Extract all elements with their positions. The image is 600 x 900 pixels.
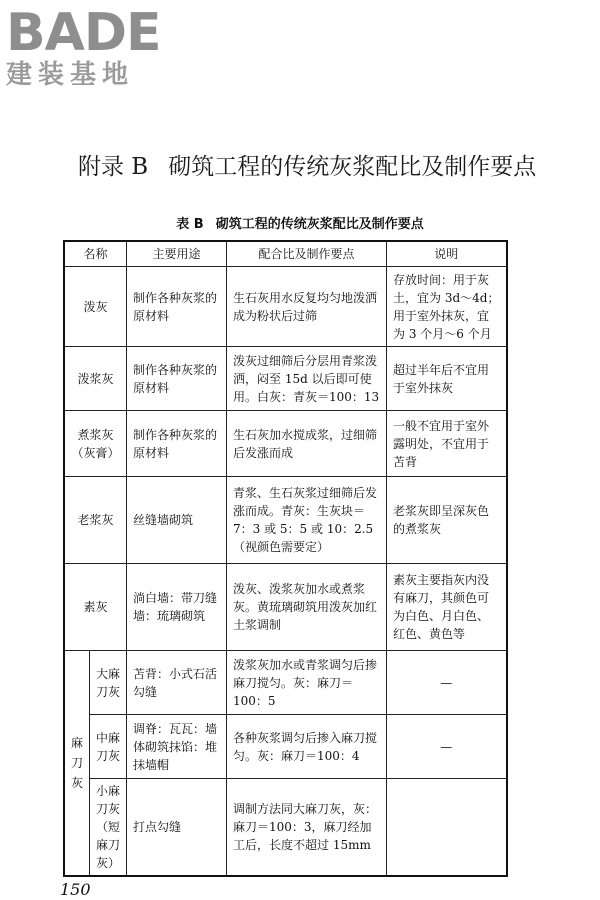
- header-mix: 配合比及制作要点: [227, 241, 387, 267]
- table-wrapper: [63, 240, 508, 877]
- cell-note: 超过半年后不宜用于室外抹灰: [387, 347, 507, 411]
- table-row: [64, 564, 507, 651]
- cell-use: 丝缝墙砌筑: [127, 477, 227, 564]
- cell-note: 老浆灰即呈深灰色的煮浆灰: [387, 477, 507, 564]
- cell-note: 素灰主要指灰内没有麻刀，其颜色可为白色、月白色、红色、黄色等: [387, 564, 507, 651]
- logo: [6, 4, 161, 90]
- table-header-row: [64, 241, 507, 267]
- table-caption-label: 表 B: [176, 217, 204, 232]
- cell-use: 制作各种灰浆的原材料: [127, 411, 227, 477]
- header-use: 主要用途: [127, 241, 227, 267]
- cell-name: 老浆灰: [64, 477, 127, 564]
- appendix-label: 附录 B: [78, 154, 149, 180]
- cell-note: 存放时间：用于灰土，宜为 3d～4d；用于室外抹灰，宜为 3 个月～6 个月: [387, 267, 507, 347]
- mortar-table: [63, 240, 508, 877]
- cell-note: —: [387, 715, 507, 779]
- cell-use: 制作各种灰浆的原材料: [127, 347, 227, 411]
- page-number: 150: [60, 880, 91, 899]
- cell-subname: 大麻刀灰: [90, 651, 127, 715]
- appendix-heading: [78, 148, 536, 181]
- cell-note: 一般不宜用于室外露明处，不宜用于苫背: [387, 411, 507, 477]
- cell-mix: 泼灰、泼浆灰加水或煮浆灰。黄琉璃砌筑用泼灰加红土浆调制: [227, 564, 387, 651]
- header-name: 名称: [64, 241, 127, 267]
- cell-note: —: [387, 651, 507, 715]
- cell-group-name: 麻刀灰: [64, 651, 90, 877]
- header-note: 说明: [387, 241, 507, 267]
- table-row: [64, 267, 507, 347]
- logo-wordmark: BADE: [6, 3, 161, 63]
- cell-name: 泼灰: [64, 267, 127, 347]
- cell-use: 调脊：瓦瓦：墙体砌筑抹馅：堆抹墙帽: [127, 715, 227, 779]
- cell-mix: 生石灰加水搅成浆，过细筛后发涨而成: [227, 411, 387, 477]
- cell-use: 苫背：小式石活勾缝: [127, 651, 227, 715]
- cell-mix: 各种灰浆调匀后掺入麻刀搅匀。灰：麻刀＝100：4: [227, 715, 387, 779]
- table-row: [64, 477, 507, 564]
- appendix-title: 砌筑工程的传统灰浆配比及制作要点: [168, 154, 537, 180]
- cell-name: 素灰: [64, 564, 127, 651]
- cell-name: 泼浆灰: [64, 347, 127, 411]
- cell-mix: 泼灰过细筛后分层用青浆泼洒，闷至 15d 以后即可使用。白灰：青灰＝100：13: [227, 347, 387, 411]
- table-row: [64, 347, 507, 411]
- table-row: [64, 411, 507, 477]
- cell-use: 打点勾缝: [127, 779, 227, 877]
- cell-mix: 泼浆灰加水或青浆调匀后掺麻刀搅匀。灰：麻刀＝100：5: [227, 651, 387, 715]
- cell-name: 煮浆灰（灰膏）: [64, 411, 127, 477]
- cell-use: 淌白墙：带刀缝墙：琉璃砌筑: [127, 564, 227, 651]
- cell-mix: 青浆、生石灰浆过细筛后发涨而成。青灰：生灰块＝7：3 或 5：5 或 10：2.5（视颜色需要定）: [227, 477, 387, 564]
- cell-subname: 中麻刀灰: [90, 715, 127, 779]
- cell-mix: 调制方法同大麻刀灰，灰：麻刀＝100：3，麻刀经加工后，长度不超过 15mm: [227, 779, 387, 877]
- table-row: [64, 715, 507, 779]
- cell-mix: 生石灰用水反复均匀地泼洒成为粉状后过筛: [227, 267, 387, 347]
- table-row: [64, 651, 507, 715]
- logo-subtitle: 建装基地: [6, 60, 135, 90]
- cell-subname: 小麻刀灰（短麻刀灰）: [90, 779, 127, 877]
- table-row: [64, 779, 507, 877]
- cell-note: [387, 779, 507, 877]
- cell-use: 制作各种灰浆的原材料: [127, 267, 227, 347]
- table-caption-title: 砌筑工程的传统灰浆配比及制作要点: [215, 217, 424, 232]
- table-caption: [0, 213, 600, 232]
